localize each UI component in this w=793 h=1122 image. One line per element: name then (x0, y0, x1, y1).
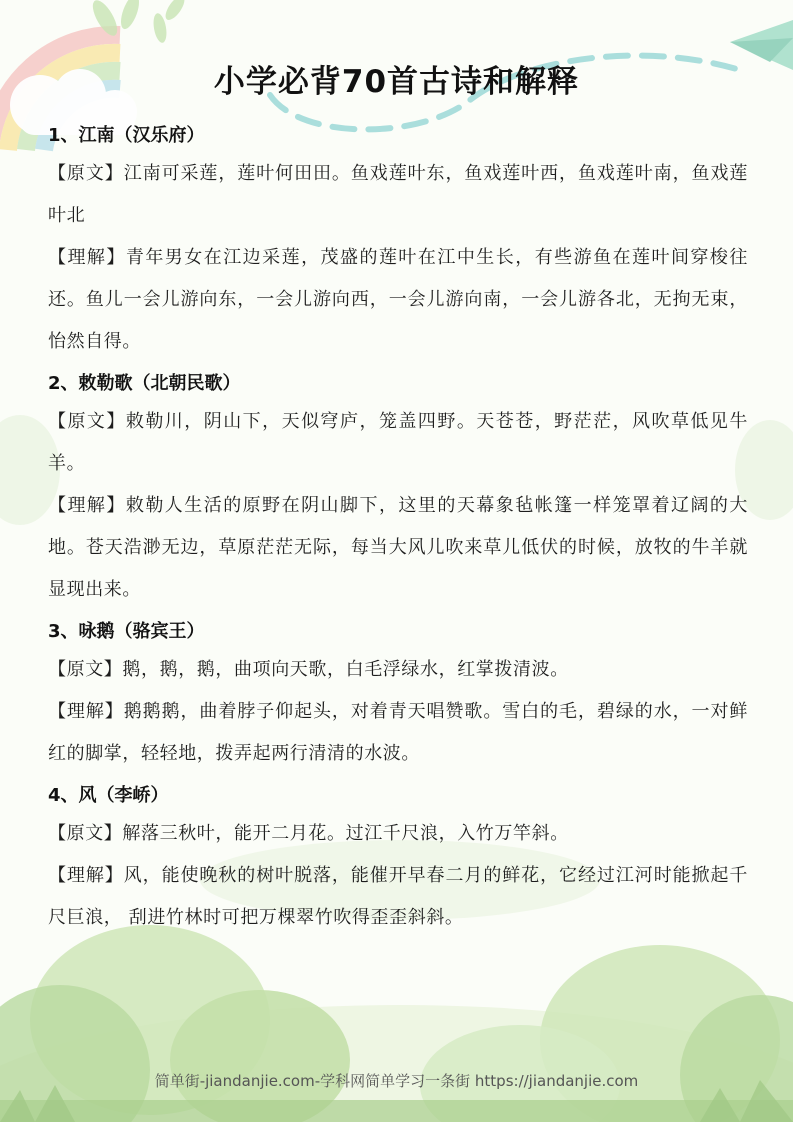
poem-explanation (48, 691, 748, 775)
poem-original (48, 153, 748, 237)
poem-explanation (48, 485, 748, 611)
explain-text: 鹅鹅鹅，曲着脖子仰起头，对着青天唱赞歌。雪白的毛，碧绿的水，一对鲜红的脚掌，轻轻地，拨弄起两行清清的水波。 (48, 701, 749, 764)
poem-original (48, 649, 748, 691)
original-label: 【原文】 (48, 163, 124, 184)
poem-heading: 4、风（李峤） (48, 785, 169, 806)
explain-label: 【理解】 (48, 865, 124, 886)
original-text: 江南可采莲，莲叶何田田。鱼戏莲叶东，鱼戏莲叶西，鱼戏莲叶南，鱼戏莲叶北 (48, 163, 749, 226)
original-text: 敕勒川，阴山下，天似穹庐，笼盖四野。天苍苍，野茫茫，风吹草低见牛羊。 (48, 411, 748, 474)
poem-section (48, 367, 748, 611)
poem-list (48, 115, 748, 939)
poem-heading: 3、咏鹅（骆宾王） (48, 621, 205, 642)
explain-label: 【理解】 (48, 247, 126, 268)
poem-explanation (48, 237, 748, 363)
original-label: 【原文】 (48, 823, 123, 844)
explain-text: 风，能使晚秋的树叶脱落，能催开早春二月的鲜花，它经过江河时能掀起千尺巨浪， 刮进竹林时可把万棵翠竹吹得歪歪斜斜。 (48, 865, 749, 928)
poem-section (48, 615, 748, 775)
poem-original (48, 401, 748, 485)
poem-heading: 2、敕勒歌（北朝民歌） (48, 373, 241, 394)
explain-text: 敕勒人生活的原野在阴山脚下，这里的天幕象毡帐篷一样笼罩着辽阔的大地。苍天浩渺无边，草原茫茫无际，每当大风儿吹来草儿低伏的时候，放牧的牛羊就显现出来。 (48, 495, 748, 600)
original-label: 【原文】 (48, 411, 126, 432)
poem-explanation (48, 855, 748, 939)
original-text: 解落三秋叶，能开二月花。过江千尺浪，入竹万竿斜。 (122, 823, 569, 844)
poem-original (48, 813, 748, 855)
original-text: 鹅，鹅，鹅，曲项向天歌，白毛浮绿水，红掌拨清波。 (122, 659, 569, 680)
poem-section (48, 779, 748, 939)
explain-label: 【理解】 (48, 495, 126, 516)
original-label: 【原文】 (48, 659, 123, 680)
explain-text: 青年男女在江边采莲，茂盛的莲叶在江中生长，有些游鱼在莲叶间穿梭往还。鱼儿一会儿游向东，一会儿游向西，一会儿游向南，一会儿游各北，无拘无束，怡然自得。 (48, 247, 748, 352)
poem-heading: 1、江南（汉乐府） (48, 125, 205, 146)
explain-label: 【理解】 (48, 701, 124, 722)
footer-watermark: 简单街-jiandanjie.com-学科网简单学习一条街 https://jiandanjie.com (154, 1072, 639, 1090)
page-title: 小学必背70首古诗和解释 (213, 64, 580, 100)
poem-section (48, 119, 748, 363)
